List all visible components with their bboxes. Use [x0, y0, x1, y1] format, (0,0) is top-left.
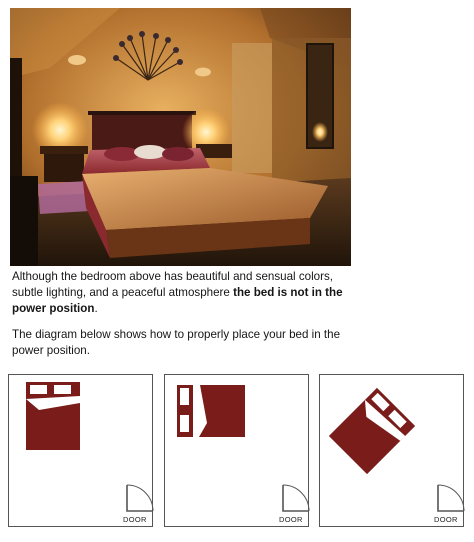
door-arc: [127, 485, 153, 511]
diagram-bed-placement-3: [319, 374, 464, 527]
door-arc: [283, 485, 309, 511]
door-label: DOOR: [279, 515, 303, 524]
description-text: [12, 269, 352, 359]
floorplan-2: [165, 375, 310, 528]
door-label: DOOR: [123, 515, 147, 524]
intro-bold-text: the bed is not in the power position: [12, 286, 343, 315]
door-arc: [438, 485, 464, 511]
intro-normal-text: Although the bedroom above has beautiful and sensual colors, subtle lighting, and a peaceful atmosphere: [12, 270, 333, 299]
bedroom-photo: [10, 8, 351, 266]
diagram-bed-placement-1: [8, 374, 153, 527]
bedroom-photo-illustration: [10, 8, 351, 266]
instruction-paragraph: The diagram below shows how to properly place your bed in the power position.: [12, 328, 341, 357]
door-label: DOOR: [434, 515, 458, 524]
intro-paragraph: [12, 269, 352, 317]
floorplan-3: [320, 375, 465, 528]
pillow-shape: [180, 388, 189, 405]
diagram-bed-placement-2: [164, 374, 309, 527]
pillow-shape: [30, 385, 47, 394]
bed-shape: [329, 388, 415, 474]
pillow-shape: [54, 385, 71, 394]
bed-group: [329, 388, 415, 474]
floorplan-1: [9, 375, 154, 528]
pillow-shape: [180, 415, 189, 432]
intro-period: .: [94, 302, 98, 315]
